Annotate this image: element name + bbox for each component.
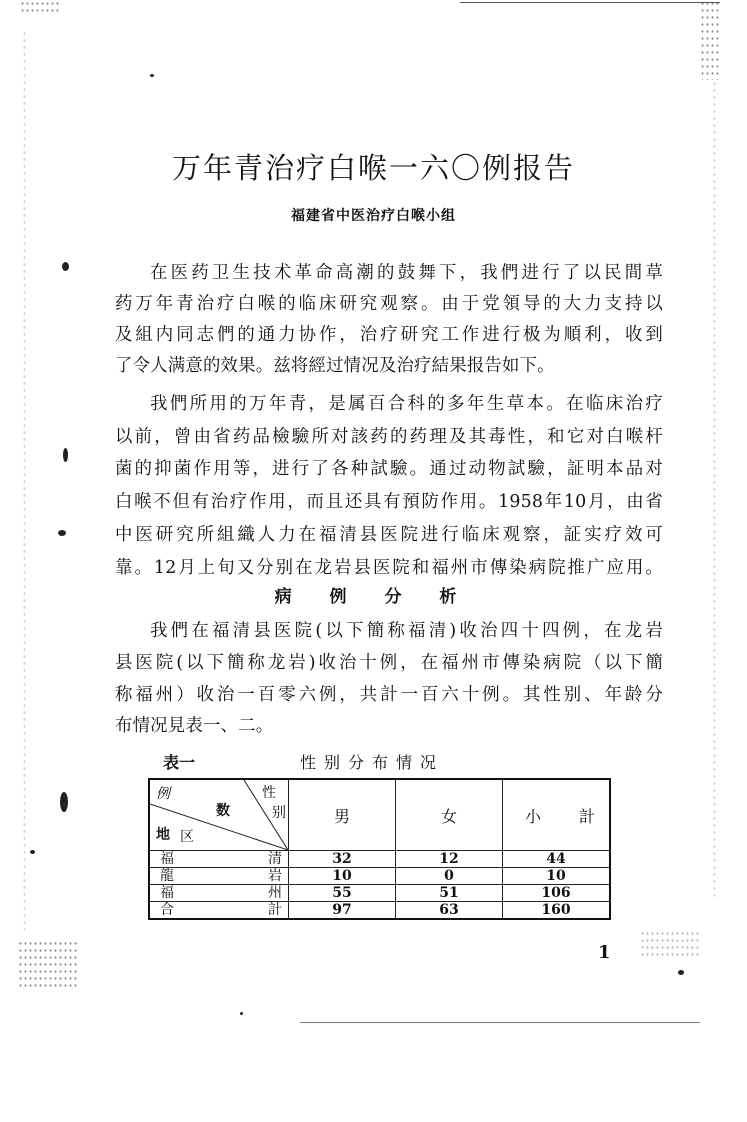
region-char: 福 bbox=[160, 885, 174, 901]
speck bbox=[30, 850, 35, 854]
text-line: 药万年青治疗白喉的临床研究观察。由于党領导的大力支持以 bbox=[115, 294, 663, 314]
text-line: 中医研究所組織人力在福清县医院进行临床观察，証实疗效可 bbox=[115, 525, 663, 545]
region-char: 福 bbox=[160, 851, 174, 867]
subtotal-cell: 10 bbox=[503, 868, 611, 885]
subtotal-cell: 160 bbox=[503, 902, 611, 920]
subtotal-char-1: 小 bbox=[525, 806, 542, 826]
female-cell: 63 bbox=[396, 902, 503, 920]
female-cell: 0 bbox=[396, 868, 503, 885]
table-title: 性别分布情况 bbox=[300, 753, 445, 772]
scan-noise-bottom-right bbox=[640, 930, 700, 960]
column-header-subtotal bbox=[503, 779, 611, 851]
corner-label-gender-2: 别 bbox=[272, 805, 286, 821]
region-cell bbox=[149, 851, 289, 868]
section-heading: 病 例 分 析 bbox=[274, 587, 473, 607]
region-char: 清 bbox=[268, 851, 282, 867]
column-header-male: 男 bbox=[289, 779, 396, 851]
column-header-female: 女 bbox=[396, 779, 503, 851]
text-line: 县医院(以下簡称龙岩)收治十例，在福州市傳染病院（以下簡 bbox=[115, 653, 663, 673]
table-header-row bbox=[149, 779, 610, 851]
speck bbox=[60, 792, 68, 812]
corner-label-region-2: 区 bbox=[180, 829, 194, 845]
scan-rule-bottom bbox=[300, 1022, 700, 1023]
table-row bbox=[149, 868, 610, 885]
speck bbox=[62, 262, 69, 271]
text-line: 布情况見表一、二。 bbox=[115, 716, 274, 736]
region-char: 計 bbox=[268, 902, 282, 918]
text-line: 称福州）收治一百零六例，共計一百六十例。其性别、年龄分 bbox=[115, 685, 663, 705]
speck bbox=[150, 74, 154, 77]
subtotal-cell: 44 bbox=[503, 851, 611, 868]
table-corner-header bbox=[149, 779, 289, 851]
corner-label-region-1: 地 bbox=[156, 827, 170, 843]
speck bbox=[678, 970, 684, 975]
scan-noise-top-left bbox=[20, 0, 60, 14]
document-title: 万年青治疗白喉一六〇例报告 bbox=[171, 151, 575, 185]
table-total-row bbox=[149, 902, 610, 920]
speck bbox=[240, 1012, 243, 1015]
region-cell bbox=[149, 902, 289, 920]
region-char: 龍 bbox=[160, 868, 174, 884]
gender-distribution-table bbox=[148, 778, 611, 920]
text-line: 我們在福清县医院(以下簡称福清)收治四十四例，在龙岩 bbox=[150, 621, 663, 641]
male-cell: 10 bbox=[289, 868, 396, 885]
scan-noise-right-margin bbox=[712, 80, 718, 900]
speck bbox=[58, 530, 66, 536]
text-line: 了令人满意的效果。兹将經过情况及治疗結果报告如下。 bbox=[115, 356, 555, 376]
text-line: 我們所用的万年青，是属百合科的多年生草本。在临床治疗 bbox=[150, 394, 663, 414]
table-label: 表一 bbox=[163, 753, 196, 772]
scan-noise-bottom-left bbox=[18, 940, 78, 990]
text-line: 菌的抑菌作用等，进行了各种試驗。通过动物試驗，証明本品对 bbox=[115, 459, 663, 479]
table-row bbox=[149, 851, 610, 868]
male-cell: 32 bbox=[289, 851, 396, 868]
scan-noise-top-right bbox=[700, 0, 720, 80]
region-cell bbox=[149, 868, 289, 885]
subtotal-cell: 106 bbox=[503, 885, 611, 902]
male-cell: 55 bbox=[289, 885, 396, 902]
scan-rule-top bbox=[460, 2, 720, 3]
text-line: 白喉不但有治疗作用，而且还具有預防作用。1958年10月，由省 bbox=[115, 492, 663, 512]
speck bbox=[63, 448, 68, 462]
corner-label-gender-1: 性 bbox=[262, 785, 276, 801]
region-char: 岩 bbox=[268, 868, 282, 884]
text-line: 及組内同志們的通力协作，治疗研究工作进行极为順利，收到 bbox=[115, 325, 663, 345]
table-row bbox=[149, 885, 610, 902]
female-cell: 51 bbox=[396, 885, 503, 902]
text-line: 靠。12月上旬又分别在龙岩县医院和福州市傳染病院推广应用。 bbox=[115, 558, 663, 578]
corner-label-count: 例 bbox=[156, 786, 170, 802]
corner-label-count-2: 数 bbox=[216, 803, 230, 819]
region-char: 州 bbox=[268, 885, 282, 901]
subtotal-char-2: 計 bbox=[578, 806, 595, 826]
region-char: 合 bbox=[160, 902, 174, 918]
region-cell bbox=[149, 885, 289, 902]
page-number: 1 bbox=[598, 942, 611, 963]
text-line: 以前，曾由省药品檢驗所对該药的药理及其毒性，和它对白喉杆 bbox=[115, 427, 663, 447]
document-author: 福建省中医治疗白喉小组 bbox=[291, 208, 456, 224]
text-line: 在医药卫生技术革命高潮的鼓舞下，我們进行了以民間草 bbox=[150, 263, 663, 283]
female-cell: 12 bbox=[396, 851, 503, 868]
male-cell: 97 bbox=[289, 902, 396, 920]
